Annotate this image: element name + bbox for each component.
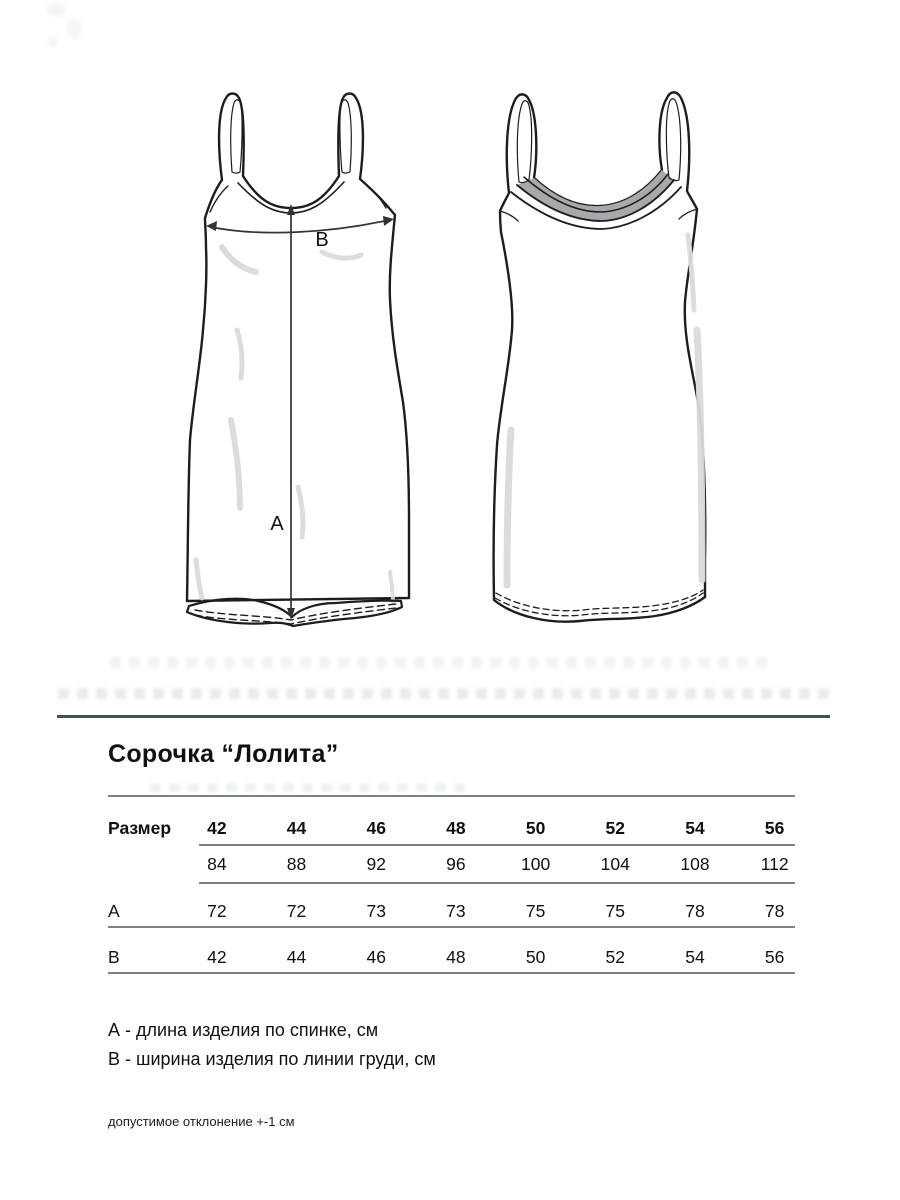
back-shading	[507, 430, 511, 585]
table-rule	[108, 926, 795, 928]
table-cell: 56	[764, 947, 785, 967]
size-column-header: 46	[366, 818, 386, 838]
legend-length-note: А - длина изделия по спинке, см	[108, 1020, 379, 1040]
front-shading	[237, 330, 242, 378]
product-title: Сорочка “Лолита”	[108, 740, 339, 768]
table-rule	[108, 795, 795, 797]
size-column-header: 42	[207, 818, 227, 838]
table-cell: 72	[207, 901, 227, 921]
front-hem-band	[187, 599, 402, 626]
table-cell: 44	[286, 947, 307, 967]
tolerance-footnote: допустимое отклонение +-1 см	[108, 1114, 295, 1129]
width-measure-label: B	[315, 229, 329, 251]
back-left-armhole-fold	[500, 211, 518, 221]
size-table-header-row	[108, 816, 818, 840]
table-cell: 78	[764, 901, 785, 921]
size-column-header: 48	[446, 818, 466, 838]
table-cell: 48	[446, 947, 466, 967]
front-shading	[298, 487, 303, 537]
length-measure-arrow-top	[287, 204, 295, 215]
scan-artifact-row	[150, 783, 470, 792]
table-cell: 112	[760, 854, 789, 874]
width-measure-arrow-left	[206, 221, 217, 231]
width-measure-arrow-right	[383, 216, 394, 226]
row-label: В	[108, 947, 120, 967]
table-cell: 108	[680, 854, 710, 874]
size-table-header-label: Размер	[108, 818, 172, 838]
table-rule	[199, 882, 795, 884]
width-measure-line	[211, 220, 389, 233]
table-cell: 54	[685, 947, 705, 967]
table-rule	[108, 972, 795, 974]
size-column-header: 54	[685, 818, 705, 838]
legend-width-note: В - ширина изделия по линии груди, см	[108, 1049, 436, 1069]
table-cell: 78	[685, 901, 705, 921]
size-column-header: 56	[764, 818, 785, 838]
front-left-strap-opening	[231, 100, 242, 173]
back-left-strap-opening	[517, 101, 531, 183]
table-cell: 46	[366, 947, 386, 967]
row-label	[108, 852, 177, 876]
table-cell: 73	[366, 901, 386, 921]
back-view-drawing	[494, 92, 706, 621]
front-shading	[322, 252, 361, 258]
table-cell: 96	[446, 854, 466, 874]
size-column-header: 50	[525, 818, 546, 838]
front-view-drawing	[187, 94, 409, 627]
table-cell: 50	[525, 947, 546, 967]
front-shading	[222, 247, 256, 272]
table-cell: 75	[605, 901, 626, 921]
table-cell: 100	[520, 854, 551, 874]
size-column-header: 52	[605, 818, 626, 838]
table-cell: 75	[525, 901, 546, 921]
scan-artifact-row	[110, 657, 770, 668]
length-measure-label: A	[270, 513, 284, 535]
row-label: А	[108, 901, 120, 921]
front-shading	[231, 420, 240, 508]
size-column-header: 44	[286, 818, 307, 838]
table-cell: 92	[366, 854, 386, 874]
back-right-armhole-fold	[679, 209, 697, 219]
table-rule	[199, 844, 795, 846]
table-cell: 73	[446, 901, 466, 921]
table-cell: 88	[286, 854, 307, 874]
back-right-strap-opening	[666, 99, 680, 181]
length-measure-row	[108, 899, 818, 923]
scan-artifact-row	[58, 688, 830, 699]
section-separator-line	[57, 715, 830, 718]
front-right-strap-opening	[340, 100, 351, 173]
back-body-outline	[494, 92, 706, 621]
front-shading	[196, 560, 202, 598]
chest-girth-row	[108, 852, 818, 876]
width-measure-row	[108, 945, 818, 969]
back-shading	[697, 330, 702, 580]
table-cell: 104	[600, 854, 630, 874]
table-cell: 42	[207, 947, 227, 967]
table-cell: 84	[207, 854, 227, 874]
front-body-outline	[187, 94, 409, 602]
table-cell: 52	[605, 947, 626, 967]
table-cell: 72	[286, 901, 307, 921]
